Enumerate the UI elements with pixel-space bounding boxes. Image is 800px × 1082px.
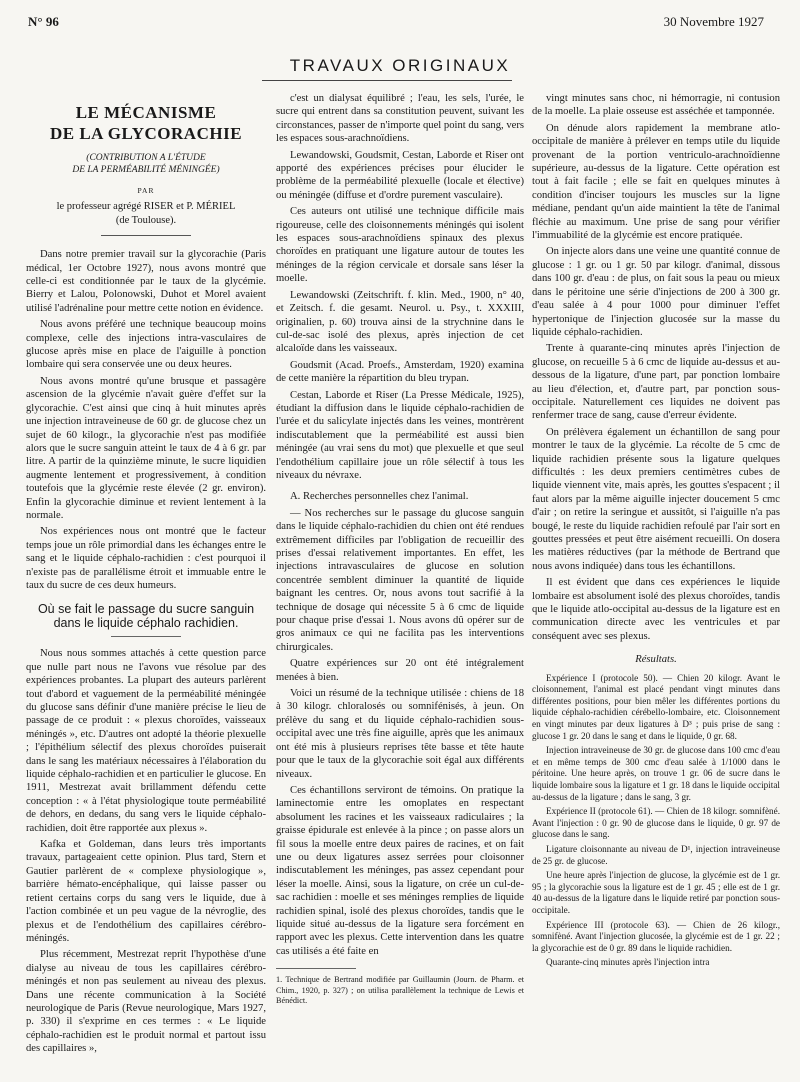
issue-date: 30 Novembre 1927 (663, 14, 764, 29)
paragraph: vingt minutes sans choc, ni hémorragie, ni contusion de la moelle. La plaie osseuse est asséchée et tamponnée. (532, 93, 780, 118)
paragraph: Nos expériences nous ont montré que le facteur temps joue un rôle primordial dans les échanges entre le sang et le liquide céphalo-rachidien : c'est pourquoi il n'existe pas de parallélisme étroit et immuable entre le taux du sucre de ces deux humeurs. (26, 526, 266, 591)
paragraph: Nous avons montré qu'une brusque et passagère ascension de la glycémie n'avait guère d'effet sur la glycorachie. C'est ainsi que cinq à huit minutes après une injection intraveineuse de 60 gr. de glucose chez un sujet de 60 kilogr., la glycorachie n'est pas modifiée alors que le sucre sanguin atteint le taux de 4 à 6 gr. par litre. A partir de la quinzième minute, le sucre liquidien augmente lentement et progressivement, à condition toutefois que la glycémie reste élevée (2 gr. environ). Enfin la glycorachie diminue et revient lentement à la normale. (26, 375, 266, 521)
by-label: PAR (137, 186, 155, 195)
column-right (532, 92, 780, 1067)
body-text-intro (26, 248, 266, 592)
paragraph: Ligature cloisonnante au niveau de D¹, injection intraveineuse de 25 gr. de glucose. (532, 843, 780, 866)
body-text-methods (276, 92, 524, 482)
paragraph: Lewandowski (Zeitschrift. f. klin. Med., 1900, n° 40, et Zeitsch. f. die gesamt. Neurol. u. Psy., t. XXXIII, originalien, p. 60) trouva ainsi de la strychnine dans le cul-de-sac isolé des plexus, après injection de cet alcaloïde dans les vaisseaux. (276, 289, 524, 355)
heading-rule (111, 636, 181, 637)
column-middle (276, 92, 524, 1067)
paragraph: On prélèvera également un échantillon de sang pour montrer le taux de la glycémie. La récolte de 5 cmc de liquide rachidien présente sous la ligature quelques difficultés : les deux premiers centimètres cubes de liquide viennent vite, mais après, les gouttes s'espacent ; il faut alors par la même aiguille injecter doucement 5 cmc d'air ; on retire la seringue et aussitôt, si l'aiguille n'a pas bougé, le reste du liquide rachidien refoulé par l'air sort en gouttes pressées et peut être aisément recueilli. On dosera les matières réductives (par la méthode de Bertrand que nous avons indiquée) dans tous les échantillons. (532, 426, 780, 572)
section-title: TRAVAUX ORIGINAUX (289, 56, 511, 75)
paragraph: On dénude alors rapidement la membrane atlo-occipitale de manière à prélever en temps utile du liquide provenant de la portion ventriculo-arachnoïdienne supérieure, au-dessus de la ligature. Cette opération est tout à fait facile ; elle se fait en quelques minutes à condition d'inciser toujours les muscles sur la ligne médiane, pendant qu'un aide maintient la tête de l'animal fléchie au maximum. Une prise de sang pour vérifier l'immuabilité de la glycémie est encore pratiquée. (532, 122, 780, 242)
results-text (532, 673, 780, 969)
footnote: 1. Technique de Bertrand modifiée par Guillaumin (Journ. de Pharm. et Chim., 1920, p. 327) ; on utilisa parallèlement la technique de Lewis et Bénédict. (276, 975, 524, 1005)
paragraph: Nous avons préféré une technique beaucoup moins complexe, celle des injections intra-vasculaires de glucose après mise en place de l'aiguille à ponction lombaire qui sera conservée une ou deux heures. (26, 319, 266, 371)
section-heading-text: Où se fait le passage du sucre sanguin dans le liquide céphalo rachidien. (37, 602, 255, 631)
paragraph: On injecte alors dans une veine une quantité connue de glucose : 1 gr. ou 1 gr. 50 par kilogr. d'animal, dissous dans 100 gr. d'eau : de plus, on fait sous la peau ou mieux dans le péritoine une série d'injections de 200 à 300 gr. d'eau salée à 4 pour 1000 pour diminuer l'effet hypertonique de l'injection glucosée sur la masse du liquide céphalo-rachidien. (532, 246, 780, 338)
paragraph: Trente à quarante-cinq minutes après l'injection de glucose, on recueille 5 à 6 cmc de liquide au-dessus et au-dessous de la ligature, d'une part, par ponction lombaire au lieu d'élection, et, d'autre part, par ponction sous-occipitale. Naturellement ces liquides ne doivent pas renfermer trace de sang, cause d'erreur évidente. (532, 343, 780, 422)
paragraph: — Nos recherches sur le passage du glucose sanguin dans le liquide céphalo-rachidien du chien ont été rendues extrêmement difficiles par l'obligation de recueillir des prises d'essai relativement importantes. En effet, les injections intravasculaires de glucose en solution concentrée semblent diminuer la quantité de liquide baignant les centres. Or, nous avons tout sacrifié à la technique de dosage qui nécessite 5 à 6 cmc de liquide pour chaque prise d'essai 1. Nous avons dû opérer sur de gros animaux ce qui ne facilita pas les interventions chirurgicales. (276, 507, 524, 653)
paragraph: Injection intraveineuse de 30 gr. de glucose dans 100 cmc d'eau et en même temps de 300 cmc d'eau salée à 1/1000 dans le péritoine. Une heure après, on trouve 1 gr. 06 de sucre dans le liquide lombaire sous la ligature et 1 gr. 18 dans le liquide occipital au-dessus de la ligature ; dans le sang, 3 gr. (532, 745, 780, 802)
paragraph: Voici un résumé de la technique utilisée : chiens de 18 à 30 kilogr. chloralosés ou somnifénisés, à jeun. On prélève du sang et du liquide céphalo-rachidien sous-occipital avec une très fine aiguille, après que les animaux ont été mis à plusieurs reprises tête basse et tête haute pour que le taux de la glycorachie soit égal aux différents niveaux. (276, 688, 524, 780)
paragraph: Plus récemment, Mestrezat reprit l'hypothèse d'une dialyse au niveau de tous les capillaires cérébro-méningés et non pas seulement au niveau des plexus. Dans une récente communication à la Société neurologique de Paris (Revue neurologique, Mars 1927, p. 330) il s'exprime en ces termes : « Le liquide céphalo-rachidien est le produit normal et partout issu des capillaires », (26, 949, 266, 1055)
paragraph: Expérience I (protocole 50). — Chien 20 kilogr. Avant le cloisonnement, l'animal est placé pendant vingt minutes dans différentes positions, pour bien mêler les différentes portions du liquide céphalo-rachidien cérébello-lombaire, etc. Cloisonnement en vingt minutes par deux ligatures à D³ ; puis prise de sang : glucose 1 gr. 20 dans le sang et dans le liquide, 0 gr. 68. (532, 672, 780, 741)
article-title-line2: DE LA GLYCORACHIE (49, 124, 243, 143)
footnote-rule (276, 968, 356, 969)
paragraph: Dans notre premier travail sur la glycorachie (Paris médical, 1er Octobre 1927), nous avons montré que celle-ci est conditionnée par le taux de la glycémie. Bierry et Lalou, Polonowski, Duhot et Morel avaient utilisé l'adrénaline pour mettre cette notion en évidence. (26, 249, 266, 314)
paragraph: Il est évident que dans ces expériences le liquide lombaire est absolument isolé des plexus choroïdes, tandis que le liquide atlo-occipital au-dessus de la ligature est en communication directe avec les ventricules et par conséquent avec ses plexus. (532, 577, 780, 642)
column-left (26, 96, 266, 1071)
paragraph: Cestan, Laborde et Riser (La Presse Médicale, 1925), étudiant la diffusion dans le liquide céphalo-rachidien de l'urée et du salicylate injectés dans les veines, montrèrent indiscutablement que la perméabilité est aussi bien méningée (au vrai sens du mot) que plexuelle et que seul l'endothélium capillaire joue un rôle sélectif à tous les niveaux du névraxe. (276, 389, 524, 481)
article-title-line1: LE MÉCANISME (75, 103, 217, 122)
paragraph: Une heure après l'injection de glucose, la glycémie est de 1 gr. 95 ; la glycorachie sous la ligature est de 1 gr. 45 ; elle est de 1 gr. 40 au-dessus de la ligature dans le liquide retiré par ponction sous-occipitale. (532, 870, 780, 915)
subsection-heading: A. Recherches personnelles chez l'animal. (290, 491, 469, 503)
article-subtitle-line2: DE LA PERMÉABILITÉ MÉNINGÉE) (72, 165, 220, 175)
paragraph: c'est un dialysat équilibré ; l'eau, les sels, l'urée, le sucre qui entrent dans sa constitution peuvent, suivant les circonstances, passer de n'importe quel point du sang, vers les espaces sous-arachnoïdiens. (276, 93, 524, 145)
authors: le professeur agrégé RISER et P. MÉRIEL (56, 201, 236, 213)
paragraph: Lewandowski, Goudsmit, Cestan, Laborde et Riser ont apporté des expériences précises pour élucider le problème de la perméabilité plexuelle (locale et élective) ou méningée (diffuse et d'ordre purement vasculaire). (276, 149, 524, 201)
paragraph: Ces échantillons serviront de témoins. On pratique la laminectomie entre les omoplates en respectant absolument les racines et les vaisseaux radiculaires ; la graisse épidurale est enlevée à la pince ; on passe alors un fil sous la moelle entre deux paires de racines, et on fait une ou deux ligatures assez serrées pour cloisonner indiscutablement les méninges, pas assez cependant pour léser la moelle. Ainsi, sous la ligature, on crée un cul-de-sac rachidien : moelle et ses méninges remplies de liquide rachidien spinal, isolé des plexus choroïdes, tandis que le liquide situé au-dessus de la ligature sera forcément en rapport avec les plexus. Cette intervention dans les quatre cas utilisés a été faite en (276, 784, 524, 957)
title-rule (101, 235, 191, 236)
results-heading: Résultats. (635, 654, 677, 666)
affiliation: (de Toulouse). (115, 214, 177, 226)
section-heading (26, 602, 266, 637)
page-number: N° 96 (28, 14, 59, 29)
section-rule (262, 80, 512, 81)
article-subtitle-line1: (CONTRIBUTION A L'ÉTUDE (86, 153, 206, 163)
body-text-experiments (276, 507, 524, 958)
paragraph: Expérience III (protocole 63). — Chien de 26 kilogr., somnifèné. Avant l'injection glucosée, la glycémie est de 1 gr. 22 ; la glycorachie est de 0 gr. 89 dans le liquide rachidien. (532, 919, 780, 953)
running-header (28, 14, 764, 32)
paragraph: Quatre expériences sur 20 ont été intégralement menées à bien. (276, 658, 524, 683)
body-text-procedure (532, 92, 780, 643)
paragraph: Goudsmit (Acad. Proefs., Amsterdam, 1920) examina de cette manière la répartition du bleu trypan. (276, 359, 524, 385)
paragraph: Ces auteurs ont utilisé une technique difficile mais rigoureuse, celle des cloisonnements méningés qui isolent les espaces sous-arachnoïdiens spinaux des plexus choroïdes en pratiquant une ligature autour de toutes les méninges de la région cervicale et dorsale sans léser la moelle. (276, 206, 524, 285)
paragraph: Nous nous sommes attachés à cette question parce que nulle part nous ne l'avons vue résolue par des expériences probantes. La plupart des auteurs parlèrent tout d'abord et vaguement de la perméabilité méningée du glucose sans définir d'une manière précise le lieu de passage de ce produit : « plexus choroïdes, vaisseaux méningés », etc. D'autres ont adopté la théorie plexuelle ; l'épithélium sélectif des plexus choroïdes puiserait dans le sang les matériaux nécessaires à l'élaboration du liquide céphalo-rachidien et en particulier le glucose. En 1911, Mestrezat avait brillamment défendu cette conception : « à l'état physiologique toute perméabilité de dehors, en dedans, du sang vers le liquide céphalo-rachidien, doit être rapportée aux plexus ». (26, 648, 266, 834)
body-text-passage (26, 647, 266, 1055)
paragraph: Expérience II (protocole 61). — Chien de 18 kilogr. somnifèné. Avant l'injection : 0 gr. 90 de glucose dans le liquide, 0 gr. 97 de glucose dans le sang. (532, 806, 780, 840)
paragraph: Kafka et Goldeman, dans leurs très importants travaux, partageaient cette opinion. Plus tard, Stern et Gautier parlèrent de « complexe physiologique », barrière hémato-encéphalique, qui laisse passer ou retient certains corps du sang vers le liquide, due à l'action combinée et un peu vague de la névroglie, des plexus et de l'endothélium des capillaires cérébro-méningés. (26, 839, 266, 944)
paragraph: Quarante-cinq minutes après l'injection intra (546, 957, 710, 968)
